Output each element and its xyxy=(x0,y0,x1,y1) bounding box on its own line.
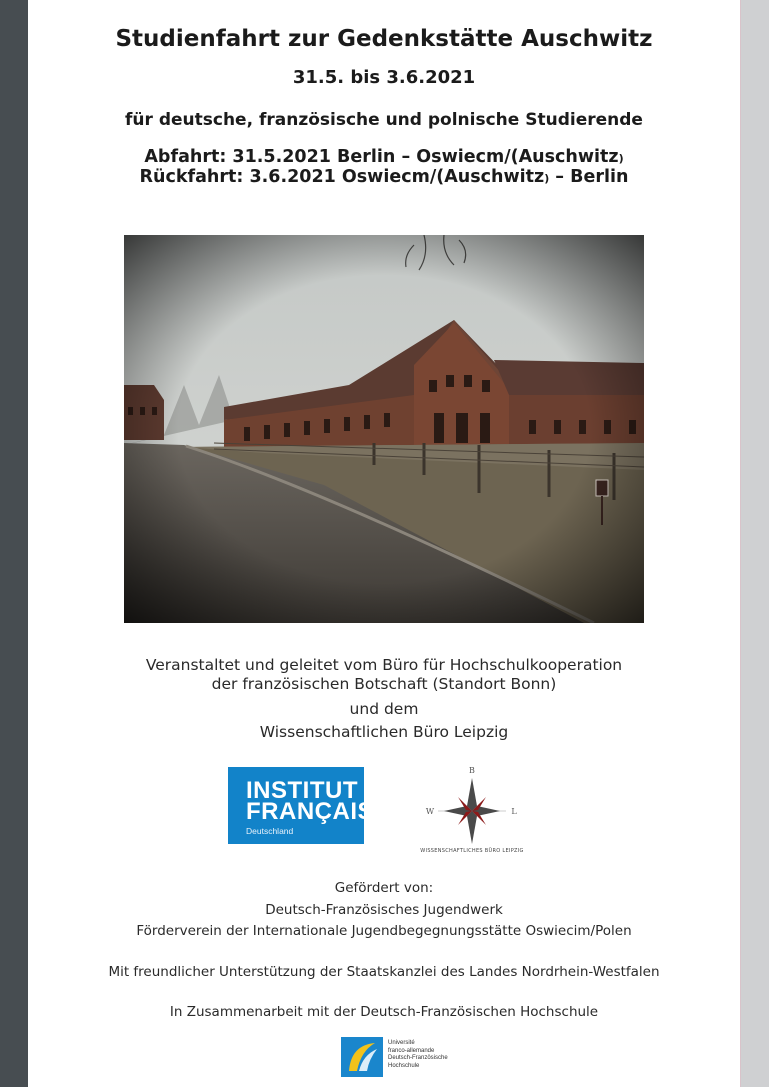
flyer-page xyxy=(28,0,740,1087)
return-destination: – Berlin xyxy=(549,167,629,187)
wbl-compass-logo xyxy=(416,762,528,858)
target-audience: für deutsche, französische und polnische Studierende xyxy=(125,110,643,130)
flyer-title: Studienfahrt zur Gedenkstätte Auschwitz xyxy=(115,26,653,52)
departure-text: Abfahrt: 31.5.2021 Berlin – Oswiecm/(Auschwitz xyxy=(144,147,619,167)
dfh-logo-mark xyxy=(341,1037,383,1077)
wbl-caption: WISSENSCHAFTLICHES BÜRO LEIPZIG xyxy=(420,848,524,854)
support-line: Mit freundlicher Unterstützung der Staatskanzlei des Landes Nordrhein-Westfalen xyxy=(108,964,660,980)
organizer-line-3: und dem xyxy=(349,700,419,718)
return-line xyxy=(28,167,740,189)
dfh-line-1: Université xyxy=(388,1040,415,1046)
wbl-letter-b: B xyxy=(469,766,475,775)
institut-francais-logo-sub: Deutschland xyxy=(246,826,294,836)
trip-dates: 31.5. bis 3.6.2021 xyxy=(292,67,476,88)
institut-francais-logo xyxy=(228,767,374,844)
sponsor-1: Deutsch-Französisches Jugendwerk xyxy=(265,902,503,918)
right-margin-bar xyxy=(740,0,769,1087)
sponsor-2: Förderverein der Internationale Jugendbegegnungsstätte Oswiecim/Polen xyxy=(136,923,632,939)
auschwitz-barracks-photo xyxy=(124,235,644,623)
dfh-line-4: Hochschule xyxy=(388,1062,420,1069)
institut-francais-logo-line1: INSTITUT xyxy=(246,777,358,804)
dfh-line-3: Deutsch-Französische xyxy=(388,1055,448,1061)
organizer-line-4: Wissenschaftlichen Büro Leipzig xyxy=(259,723,509,741)
return-text: Rückfahrt: 3.6.2021 Oswiecm/(Auschwitz xyxy=(139,167,545,187)
departure-paren: ) xyxy=(618,152,624,165)
left-margin-bar xyxy=(0,0,28,1087)
return-paren: ) xyxy=(544,172,550,185)
wbl-letter-l: L xyxy=(511,807,517,816)
funding-heading: Gefördert von: xyxy=(334,880,434,896)
organizer-line-2: der französischen Botschaft (Standort Bonn) xyxy=(211,675,557,693)
wbl-letter-w: W xyxy=(425,807,435,816)
institut-francais-logo-line2: FRANÇAIS xyxy=(246,798,374,825)
organizer-line-1: Veranstaltet und geleitet vom Büro für Hochschulkooperation xyxy=(145,656,623,674)
departure-line xyxy=(28,147,740,169)
dfh-logo-text xyxy=(388,1040,448,1070)
dfh-line-2: franco-allemande xyxy=(388,1047,435,1054)
cooperation-line: In Zusammenarbeit mit der Deutsch-Französischen Hochschule xyxy=(169,1004,599,1020)
